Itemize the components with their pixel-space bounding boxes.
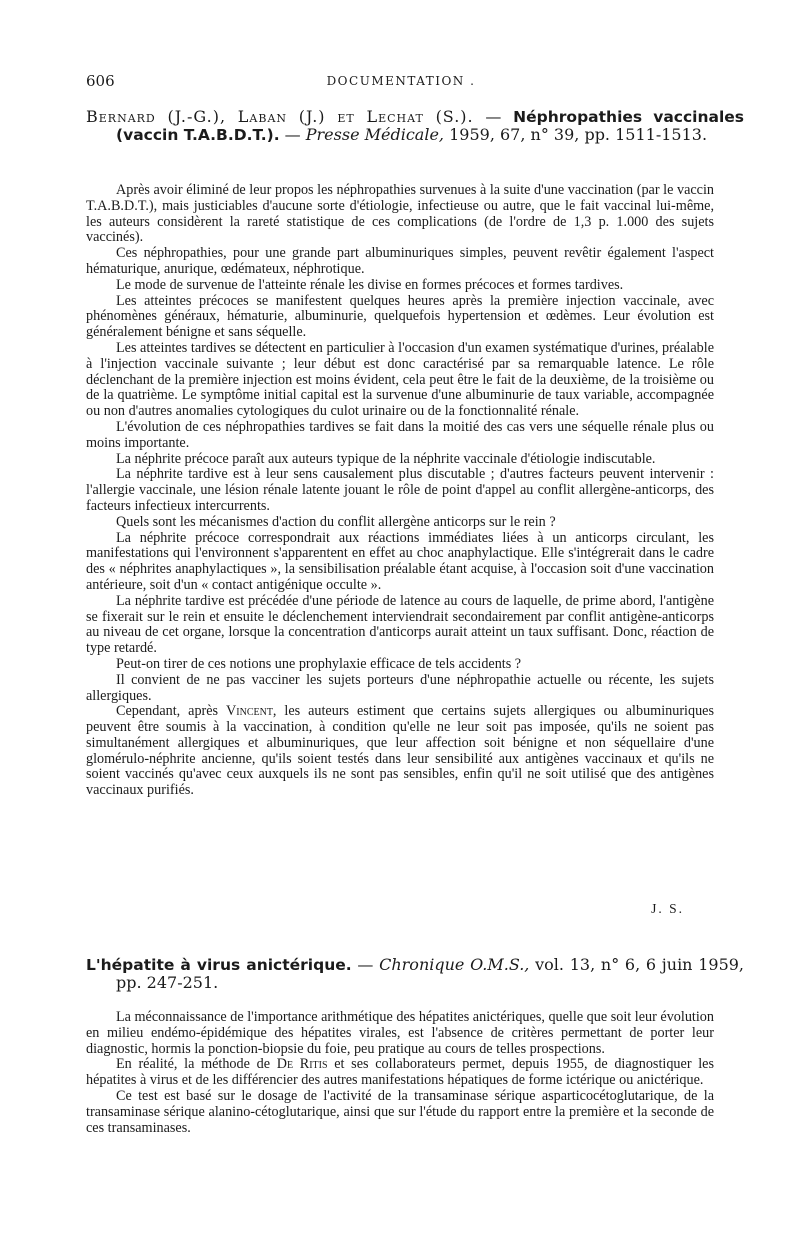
- article2-paragraph: La méconnaissance de l'importance arithmétique des hépatites anictériques, quelle que soit leur évolution en milieu endémo-épidémique des hépatites virales, est l'absence de critères permettant de porter leur diagnostic, hormis la ponction-biopsie du foie, peu pratique au cours de telles prospections.: [86, 1009, 714, 1057]
- cited-author: Vincent: [226, 703, 273, 720]
- article2-paragraph: [86, 1057, 714, 1089]
- article1-journal: Presse Médicale,: [305, 125, 445, 144]
- paragraph-lead: Cependant, après: [116, 703, 227, 720]
- cited-author: De Ritis: [276, 1056, 328, 1073]
- page-number: 606: [86, 72, 115, 90]
- article1-paragraph: Il convient de ne pas vacciner les sujets porteurs d'une néphropathie actuelle ou récente, les sujets allergiques.: [86, 671, 714, 704]
- article1-paragraph: Après avoir éliminé de leur propos les néphropathies survenues à la suite d'une vaccination (par le vaccin T.A.B.D.T.), mais justiciables d'aucune sorte d'étiologie, infectieuse ou autre, que le fait vaccinal lui-même, les auteurs considèrent la rareté statistique de ces complications (de l'ordre de 1,3 p. 1.000 des sujets vaccinés).: [86, 182, 714, 246]
- article1-paragraph: Les atteintes tardives se détectent en particulier à l'occasion d'un examen systématique d'urines, préalable à l'injection vaccinale suivante ; leur début est donc caractérisé par sa remarquable latence. Le rôle déclenchant de la première injection est moins évident, cela peut être le fait de la deuxième, de la troisième ou de la quatrième. Le symptôme initial capital est la survenue d'une albuminurie de taux variable, accompagnée ou non d'autres anomalies cytologiques du culot urinaire ou de la fonctionnalité rénale.: [86, 339, 714, 420]
- article2-paragraph: Ce test est basé sur le dosage de l'activité de la transaminase sérique asparticocétoglutarique, de la transaminase sérique alanino-cétoglutarique, ainsi que sur l'étude du rapport entre la première et la seconde de ces transaminases.: [86, 1087, 714, 1136]
- article1-paragraph: Le mode de survenue de l'atteinte rénale les divise en formes précoces et formes tardives.: [116, 276, 624, 293]
- article2-journal: Chronique O.M.S.,: [379, 955, 530, 974]
- article1-paragraph: Quels sont les mécanismes d'action du conflit allergène anticorps sur le rein ?: [116, 513, 556, 530]
- article1-paragraph: Peut-on tirer de ces notions une prophylaxie efficace de tels accidents ?: [116, 655, 522, 672]
- paragraph-lead: En réalité, la méthode de: [116, 1056, 277, 1073]
- article1-signature: J. S.: [651, 901, 684, 916]
- article1-title: Néphropathies vaccinales (vaccin T.A.B.D.T.).: [116, 108, 745, 144]
- article2-citation: vol. 13, n° 6, 6 juin 1959, pp. 247-251.: [116, 955, 745, 992]
- article1-separator: —: [279, 125, 306, 144]
- running-title: DOCUMENTATION .: [326, 74, 476, 88]
- paragraph-rest: , les auteurs estiment que certains sujets allergiques ou albuminuriques peuvent être soumis à la vaccination, à condition qu'elle ne leur soit pas imposée, qu'ils ne soient pas simultanément allergiques et albuminuriques, que leur affection soit bénigne et non séquellaire d'une glomérulo-néphrite ancienne, qu'ils soient testés dans leur sensibilité aux antigènes vaccinaux et qu'ils ne soient vaccinés qu'avec ceux auxquels ils ne sont pas sensibles, enfin qu'il ne soit utilisé que des antigènes vaccinaux purifiés.: [86, 703, 714, 799]
- article2-title: L'hépatite à virus anictérique.: [86, 956, 352, 974]
- article1-paragraph: La néphrite tardive est à leur sens causalement plus discutable ; d'autres facteurs peuvent intervenir : l'allergie vaccinale, une lésion rénale latente jouant le rôle de point d'appel au conflit allergène-anticorps, des facteurs infectieux intercurrents.: [86, 466, 714, 514]
- article1-paragraph: La néphrite tardive est précédée d'une période de latence au cours de laquelle, de prime abord, l'antigène se fixerait sur le rein et ensuite le déclenchement interviendrait secondairement par conflit antigène-anticorps au niveau de cet organe, lorsque la concentration d'anticorps aurait atteint un taux suffisant. Donc, réaction de type retardé.: [86, 592, 714, 657]
- article1-paragraph: La néphrite précoce paraît aux auteurs typique de la néphrite vaccinale d'étiologie indiscutable.: [116, 450, 656, 467]
- article1-body: [86, 183, 714, 799]
- article2-separator: —: [351, 955, 380, 974]
- article1-reference: [86, 108, 744, 144]
- article1-paragraph: [86, 704, 714, 799]
- paragraph-rest: et ses collaborateurs permet, depuis 1955, de diagnostiquer les hépatites à virus et de les différencier des autres manifestations hépatiques de forme ictérique ou anictérique.: [86, 1056, 714, 1089]
- article2-reference: [86, 956, 744, 992]
- article2-body: [86, 1010, 714, 1136]
- article1-citation: 1959, 67, n° 39, pp. 1511-1513.: [444, 125, 708, 144]
- article1-paragraph: L'évolution de ces néphropathies tardives se fait dans la moitié des cas vers une séquelle rénale plus ou moins importante.: [86, 418, 714, 451]
- article1-paragraph: Ces néphropathies, pour une grande part albuminuriques simples, peuvent revêtir également l'aspect hématurique, anurique, œdémateux, néphrotique.: [86, 245, 714, 277]
- article1-paragraph: La néphrite précoce correspondrait aux réactions immédiates liées à un anticorps circulant, les manifestations qui l'environnent s'apparentent en effet au choc anaphylactique. Elle s'intégrerait dans le cadre des « néphrites anaphylactiques », la sensibilisation préalable étant acquise, à l'occasion soit d'une vaccination antérieure, soit d'un « contact antigénique occulte ».: [86, 529, 714, 593]
- article1-authors: Bernard (J.-G.), Laban (J.) et Lechat (S.). —: [86, 107, 503, 126]
- page-header: [86, 72, 716, 92]
- article1-paragraph: Les atteintes précoces se manifestent quelques heures après la première injection vaccinale, avec phénomènes généraux, hématurie, albuminurie, quelquefois hypertension et œdèmes. Leur évolution est généralement bénigne et sans séquelle.: [86, 292, 714, 341]
